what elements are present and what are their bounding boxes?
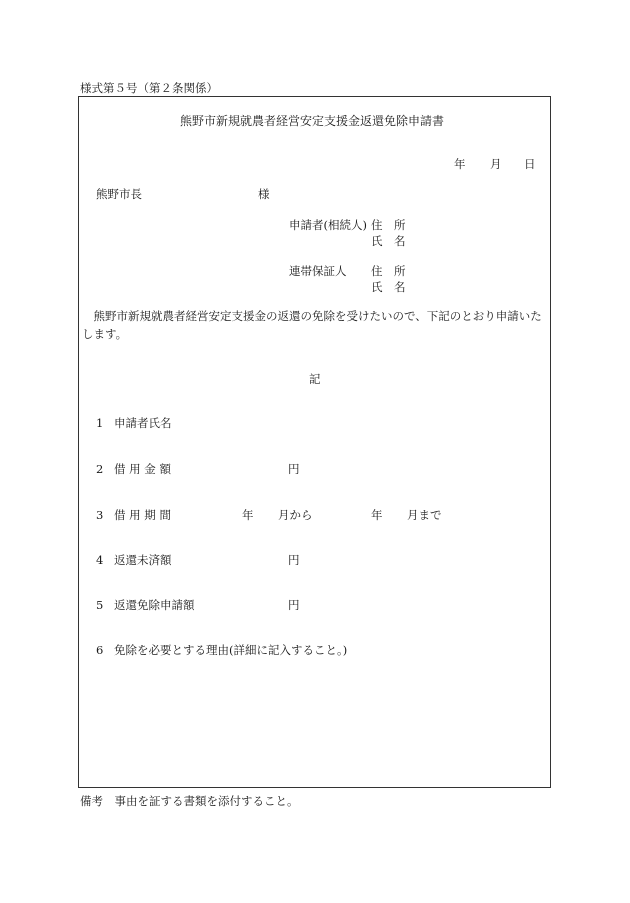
item-6-number: 6: [96, 643, 104, 657]
item-3-start-year: 年: [242, 508, 254, 522]
item-5-label: 返還免除申請額: [114, 598, 195, 612]
item-3-number: 3: [96, 508, 104, 522]
item-5-unit: 円: [288, 598, 300, 612]
item-5-number: 5: [96, 598, 104, 612]
guarantor-label: 連帯保証人: [289, 264, 347, 278]
item-3-start-month: 月から: [278, 508, 313, 522]
form-number: 様式第５号（第２条関係）: [80, 81, 218, 95]
applicant-name-label: 氏 名: [371, 234, 406, 248]
item-1-label: 申請者氏名: [114, 416, 172, 430]
item-3-end-year: 年: [371, 508, 383, 522]
guarantor-name-label: 氏 名: [371, 280, 406, 294]
form-frame: [78, 96, 551, 788]
item-2-number: 2: [96, 462, 104, 476]
item-6-label: 免除を必要とする理由(詳細に記入すること。): [114, 643, 348, 657]
ki-heading: 記: [309, 372, 321, 386]
addressee-honorific: 様: [258, 187, 270, 201]
item-3-end-month: 月まで: [407, 508, 442, 522]
item-1-number: 1: [96, 416, 104, 430]
form-title: 熊野市新規就農者経営安定支援金返還免除申請書: [180, 114, 445, 128]
item-2-label: 借 用 金 額: [114, 462, 171, 476]
applicant-address-label: 住 所: [371, 218, 406, 232]
date-year-label: 年: [454, 157, 466, 171]
footer-note: 備考 事由を証する書類を添付すること。: [80, 794, 299, 808]
guarantor-address-label: 住 所: [371, 264, 406, 278]
date-month-label: 月: [490, 157, 502, 171]
date-day-label: 日: [524, 157, 536, 171]
item-2-unit: 円: [288, 462, 300, 476]
item-4-label: 返還未済額: [114, 553, 172, 567]
item-4-unit: 円: [288, 553, 300, 567]
request-statement: 熊野市新規就農者経営安定支援金の返還の免除を受けたいので、下記のとおり申請いたします。: [82, 309, 542, 341]
addressee-name: 熊野市長: [96, 187, 142, 201]
item-4-number: 4: [96, 553, 104, 567]
item-3-label: 借 用 期 間: [114, 508, 171, 522]
applicant-label: 申請者(相続人): [289, 218, 367, 232]
